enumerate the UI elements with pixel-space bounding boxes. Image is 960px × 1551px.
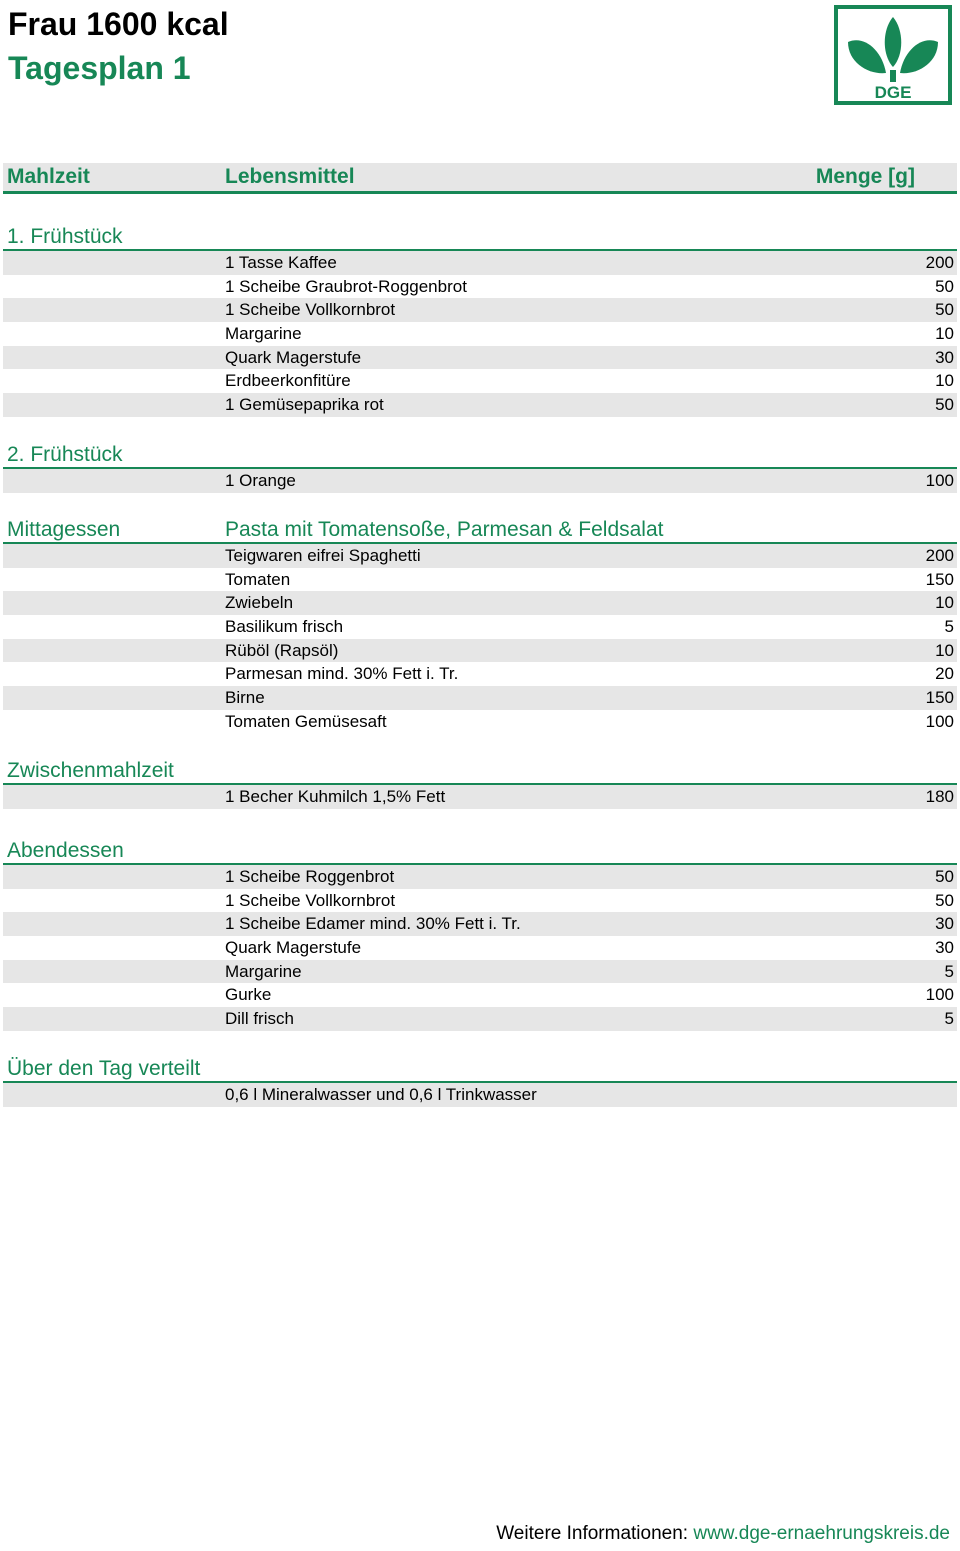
table-row	[3, 275, 957, 299]
meal-label-row	[3, 836, 957, 865]
food-name: 1 Orange	[225, 471, 296, 490]
food-amount: 50	[935, 276, 954, 296]
food-name: 1 Scheibe Vollkornbrot	[225, 890, 396, 910]
food-amount: 5	[944, 961, 954, 981]
table-row	[3, 639, 957, 663]
food-amount: 5	[944, 1009, 954, 1029]
table-row	[3, 686, 957, 710]
table-row	[3, 889, 957, 913]
food-name: Margarine	[225, 961, 302, 981]
dge-logo	[834, 5, 952, 105]
food-amount: 100	[925, 471, 954, 490]
food-amount: 5	[944, 617, 954, 637]
meal-name: Über den Tag verteilt	[7, 1057, 201, 1080]
food-name: 1 Tasse Kaffee	[225, 253, 337, 272]
food-name: 1 Scheibe Edamer mind. 30% Fett i. Tr.	[225, 914, 521, 934]
table-row	[3, 322, 957, 346]
table-row	[3, 393, 957, 417]
food-amount: 30	[935, 347, 954, 367]
food-amount: 10	[935, 371, 954, 391]
food-amount: 150	[925, 688, 954, 708]
footer-link[interactable]: www.dge-ernaehrungskreis.de	[693, 1523, 950, 1544]
food-amount: 150	[925, 569, 954, 589]
table-row	[3, 785, 957, 809]
table-row	[3, 960, 957, 984]
meal-name: Zwischenmahlzeit	[7, 759, 174, 782]
food-name: Erdbeerkonfitüre	[225, 371, 351, 391]
header-amount: Menge [g]	[815, 165, 915, 188]
meal-section	[3, 440, 957, 493]
food-name: Zwiebeln	[225, 593, 294, 613]
table-row	[3, 1083, 957, 1107]
table-row	[3, 346, 957, 370]
food-amount: 200	[925, 546, 954, 565]
food-name: Margarine	[225, 324, 302, 344]
meal-section	[3, 515, 957, 734]
food-amount: 100	[925, 985, 954, 1005]
table-row	[3, 865, 957, 889]
header-meal: Mahlzeit	[7, 165, 90, 188]
table-row	[3, 568, 957, 592]
food-name: Gurke	[225, 985, 272, 1005]
table-row	[3, 591, 957, 615]
food-amount: 50	[935, 867, 954, 886]
meal-label-row	[3, 756, 957, 785]
meal-name: 1. Frühstück	[7, 225, 123, 248]
food-amount: 200	[925, 253, 954, 272]
table-row	[3, 615, 957, 639]
table-row	[3, 1007, 957, 1031]
meal-label-row	[3, 515, 957, 544]
food-name: 1 Becher Kuhmilch 1,5% Fett	[225, 787, 446, 806]
food-amount: 180	[925, 787, 954, 806]
header-food: Lebensmittel	[225, 165, 355, 188]
food-name: 1 Scheibe Graubrot-Roggenbrot	[225, 276, 467, 296]
table-row	[3, 298, 957, 322]
food-name: Dill frisch	[225, 1009, 294, 1029]
food-name: Quark Magerstufe	[225, 347, 362, 367]
food-amount: 10	[935, 593, 954, 613]
meal-label-row	[3, 222, 957, 251]
meal-label-row	[3, 1054, 957, 1083]
food-amount: 50	[935, 300, 954, 320]
food-name: Basilikum frisch	[225, 617, 344, 637]
table-row	[3, 710, 957, 734]
table-row	[3, 369, 957, 393]
meal-section	[3, 1054, 957, 1107]
food-name: 1 Scheibe Vollkornbrot	[225, 300, 396, 320]
table-row	[3, 912, 957, 936]
meal-name: Abendessen	[7, 839, 124, 862]
food-name: Rüböl (Rapsöl)	[225, 640, 339, 660]
food-name: 1 Gemüsepaprika rot	[225, 395, 384, 415]
footer	[496, 1523, 950, 1545]
food-name: Teigwaren eifrei Spaghetti	[225, 546, 421, 565]
table-row	[3, 251, 957, 275]
food-amount: 30	[935, 914, 954, 934]
food-amount: 20	[935, 664, 954, 684]
page-subtitle: Tagesplan 1	[8, 50, 191, 86]
meal-section	[3, 836, 957, 1031]
food-amount: 100	[925, 711, 954, 731]
svg-text:DGE: DGE	[874, 83, 912, 102]
food-name: 0,6 l Mineralwasser und 0,6 l Trinkwasser	[225, 1085, 537, 1104]
food-name: 1 Scheibe Roggenbrot	[225, 867, 395, 886]
food-amount: 30	[935, 938, 954, 958]
food-name: Birne	[225, 688, 265, 708]
table-row	[3, 662, 957, 686]
food-amount: 50	[935, 890, 954, 910]
food-name: Quark Magerstufe	[225, 938, 362, 958]
food-name: Tomaten Gemüsesaft	[225, 711, 387, 731]
meal-name: 2. Frühstück	[7, 443, 123, 466]
meal-label-row	[3, 440, 957, 469]
food-amount: 10	[935, 640, 954, 660]
table-row	[3, 936, 957, 960]
page-title: Frau 1600 kcal	[8, 6, 229, 42]
dish-name: Pasta mit Tomatensoße, Parmesan & Feldsalat	[225, 518, 664, 541]
footer-label: Weitere Informationen:	[496, 1523, 689, 1544]
food-amount: 10	[935, 324, 954, 344]
food-name: Parmesan mind. 30% Fett i. Tr.	[225, 664, 459, 684]
food-name: Tomaten	[225, 569, 291, 589]
meal-section	[3, 756, 957, 809]
meal-section	[3, 222, 957, 417]
table-row	[3, 469, 957, 493]
table-row	[3, 544, 957, 568]
food-amount: 50	[935, 395, 954, 415]
table-row	[3, 983, 957, 1007]
meal-name: Mittagessen	[7, 518, 121, 541]
table-header	[3, 163, 957, 194]
